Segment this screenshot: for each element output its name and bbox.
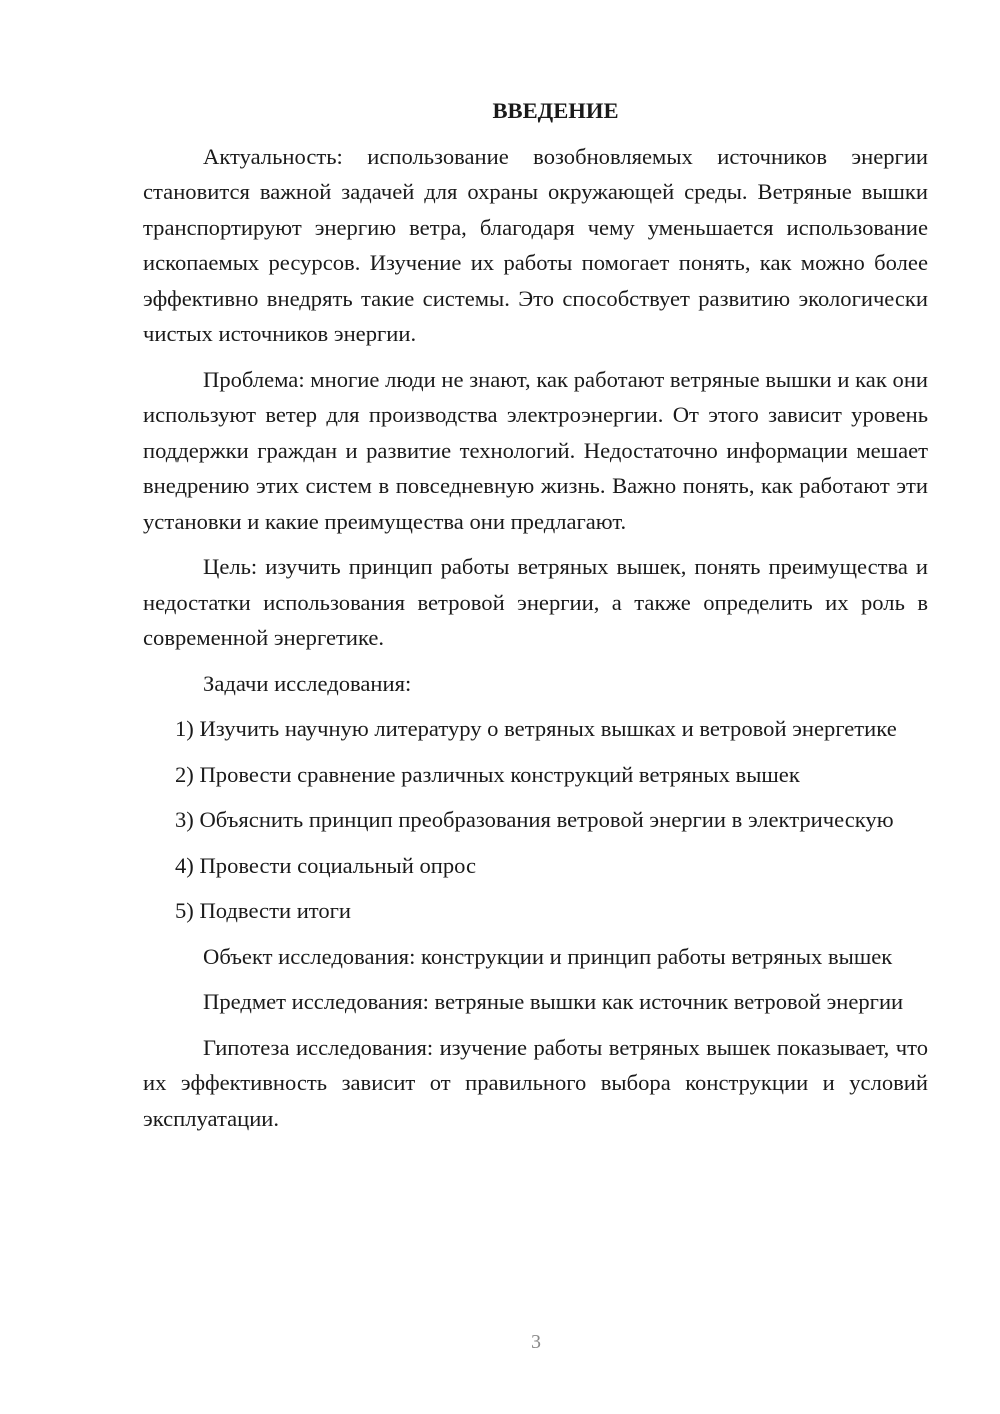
page-title: ВВЕДЕНИЕ xyxy=(492,98,619,123)
object-paragraph: Объект исследования: конструкции и принцип работы ветряных вышек xyxy=(203,943,893,969)
relevance-paragraph: Актуальность: использование возобновляемых источников энергии становится важной задачей для охраны окружающей среды. Ветряные вышки транспортируют энергию ветра, благодаря чему уменьшается использование ископаемых ресурсов. Изучение их работы помогает понять, как можно более эффективно внедрять такие системы. Это способствует развитию экологически чистых источников энергии. xyxy=(143,143,928,346)
task-item-5: 5) Подвести итоги xyxy=(175,898,352,923)
page-content xyxy=(143,93,928,1146)
subject-paragraph: Предмет исследования: ветряные вышки как источник ветровой энергии xyxy=(203,989,904,1014)
hypothesis-paragraph: Гипотеза исследования: изучение работы ветряных вышек показывает, что их эффективность зависит от правильного выбора конструкции и условий эксплуатации. xyxy=(143,1034,928,1131)
task-item-2: 2) Провести сравнение различных конструкций ветряных вышек xyxy=(175,761,800,787)
task-item-4: 4) Провести социальный опрос xyxy=(175,852,477,878)
page-number: 3 xyxy=(531,1331,541,1353)
problem-paragraph: Проблема: многие люди не знают, как работают ветряные вышки и как они используют ветер для производства электроэнергии. От этого зависит уровень поддержки граждан и развитие технологий. Недостаточно информации мешает внедрению этих систем в повседневную жизнь. Важно понять, как работают эти установки и какие преимущества они предлагают. xyxy=(143,366,928,534)
tasks-heading: Задачи исследования: xyxy=(203,670,412,696)
task-item-3: 3) Объяснить принцип преобразования ветровой энергии в электрическую xyxy=(175,807,894,832)
task-item-1: 1) Изучить научную литературу о ветряных вышках и ветровой энергетике xyxy=(175,716,897,741)
goal-paragraph: Цель: изучить принцип работы ветряных вышек, понять преимущества и недостатки использования ветровой энергии, а также определить их роль в современной энергетике. xyxy=(143,554,928,650)
